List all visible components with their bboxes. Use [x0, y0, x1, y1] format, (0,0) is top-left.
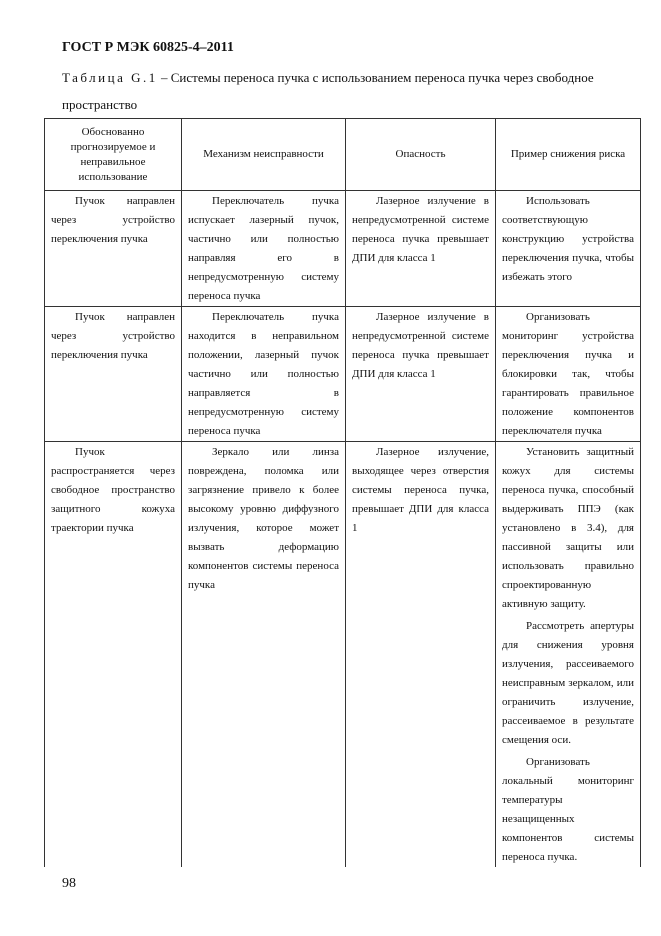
table-caption: [62, 64, 638, 118]
table-row: [45, 442, 641, 868]
cell-paragraph: Лазерное излучение в непредусмотренной системе переноса пучка превышает ДПИ для класса 1: [352, 195, 489, 264]
table-title: – Системы переноса пучка с использованием переноса пучка через свободное пространство: [62, 70, 594, 112]
cell-mechanism: [182, 442, 346, 868]
table-row: [45, 307, 641, 442]
page-number: 98: [62, 876, 76, 891]
column-header-mitigation: Пример снижения риска: [496, 119, 641, 191]
column-header-mechanism: Механизм неисправности: [182, 119, 346, 191]
cell-paragraph: Организовать локальный мониторинг температуры незащищенных компонентов системы переноса пучка.: [502, 756, 634, 863]
cell-mitigation: [496, 307, 641, 442]
cell-mitigation: [496, 191, 641, 307]
cell-mitigation: [496, 442, 641, 868]
cell-misuse: [45, 307, 182, 442]
cell-hazard: [346, 307, 496, 442]
cell-misuse: [45, 442, 182, 868]
cell-hazard: [346, 191, 496, 307]
cell-paragraph: Зеркало или линза повреждена, поломка или загрязнение привело к более высокому уровню диффузного излучения, которое может вызвать деформацию компонентов системы переноса пучка: [188, 446, 339, 591]
cell-paragraph: Переключатель пучка находится в неправильном положении, лазерный пучок частично или полностью направляется в непредусмотренную систему переноса пучка: [188, 311, 339, 437]
table-row: [45, 191, 641, 307]
cell-paragraph: Пучок распространяется через свободное пространство защитного кожуха траектории пучка: [51, 446, 175, 534]
cell-hazard: [346, 442, 496, 868]
cell-mechanism: [182, 191, 346, 307]
document-code: ГОСТ Р МЭК 60825-4–2011: [62, 40, 234, 55]
cell-paragraph: Переключатель пучка испускает лазерный пучок, частично или полностью направляя его в непредусмотренную систему переноса пучка: [188, 195, 339, 302]
cell-paragraph: Установить защитный кожух для системы переноса пучка, способный выдерживать ППЭ (как установлено в 3.4), для пассивной защиты или использовать правильно спроектированную активную защиту.: [502, 446, 634, 610]
cell-paragraph: Лазерное излучение в непредусмотренной системе переноса пучка превышает ДПИ для класса 1: [352, 311, 489, 380]
hazard-table: [44, 118, 641, 867]
cell-paragraph: Лазерное излучение, выходящее через отверстия системы переноса пучка, превышает ДПИ для класса 1: [352, 446, 489, 534]
cell-paragraph: Использовать соответствующую конструкцию устройства переключения пучка, чтобы избежать этого: [502, 195, 634, 283]
column-header-hazard: Опасность: [346, 119, 496, 191]
table-body: [45, 191, 641, 868]
cell-mechanism: [182, 307, 346, 442]
cell-paragraph: Рассмотреть апертуры для снижения уровня излучения, рассеиваемого неисправным зеркалом, или ограничить излучение, рассеиваемое в результате смещения оси.: [502, 620, 634, 746]
table-header-row: [45, 119, 641, 191]
cell-paragraph: Организовать мониторинг устройства переключения пучка и блокировки так, чтобы гарантировать правильное положение компонентов переключателя пучка: [502, 311, 634, 437]
cell-misuse: [45, 191, 182, 307]
column-header-misuse: Обоснованно прогнозируемое и неправильное использование: [45, 119, 182, 191]
table-label: Таблица G.1: [62, 70, 158, 85]
cell-paragraph: Пучок направлен через устройство переключения пучка: [51, 195, 175, 245]
cell-paragraph: Пучок направлен через устройство переключения пучка: [51, 311, 175, 361]
